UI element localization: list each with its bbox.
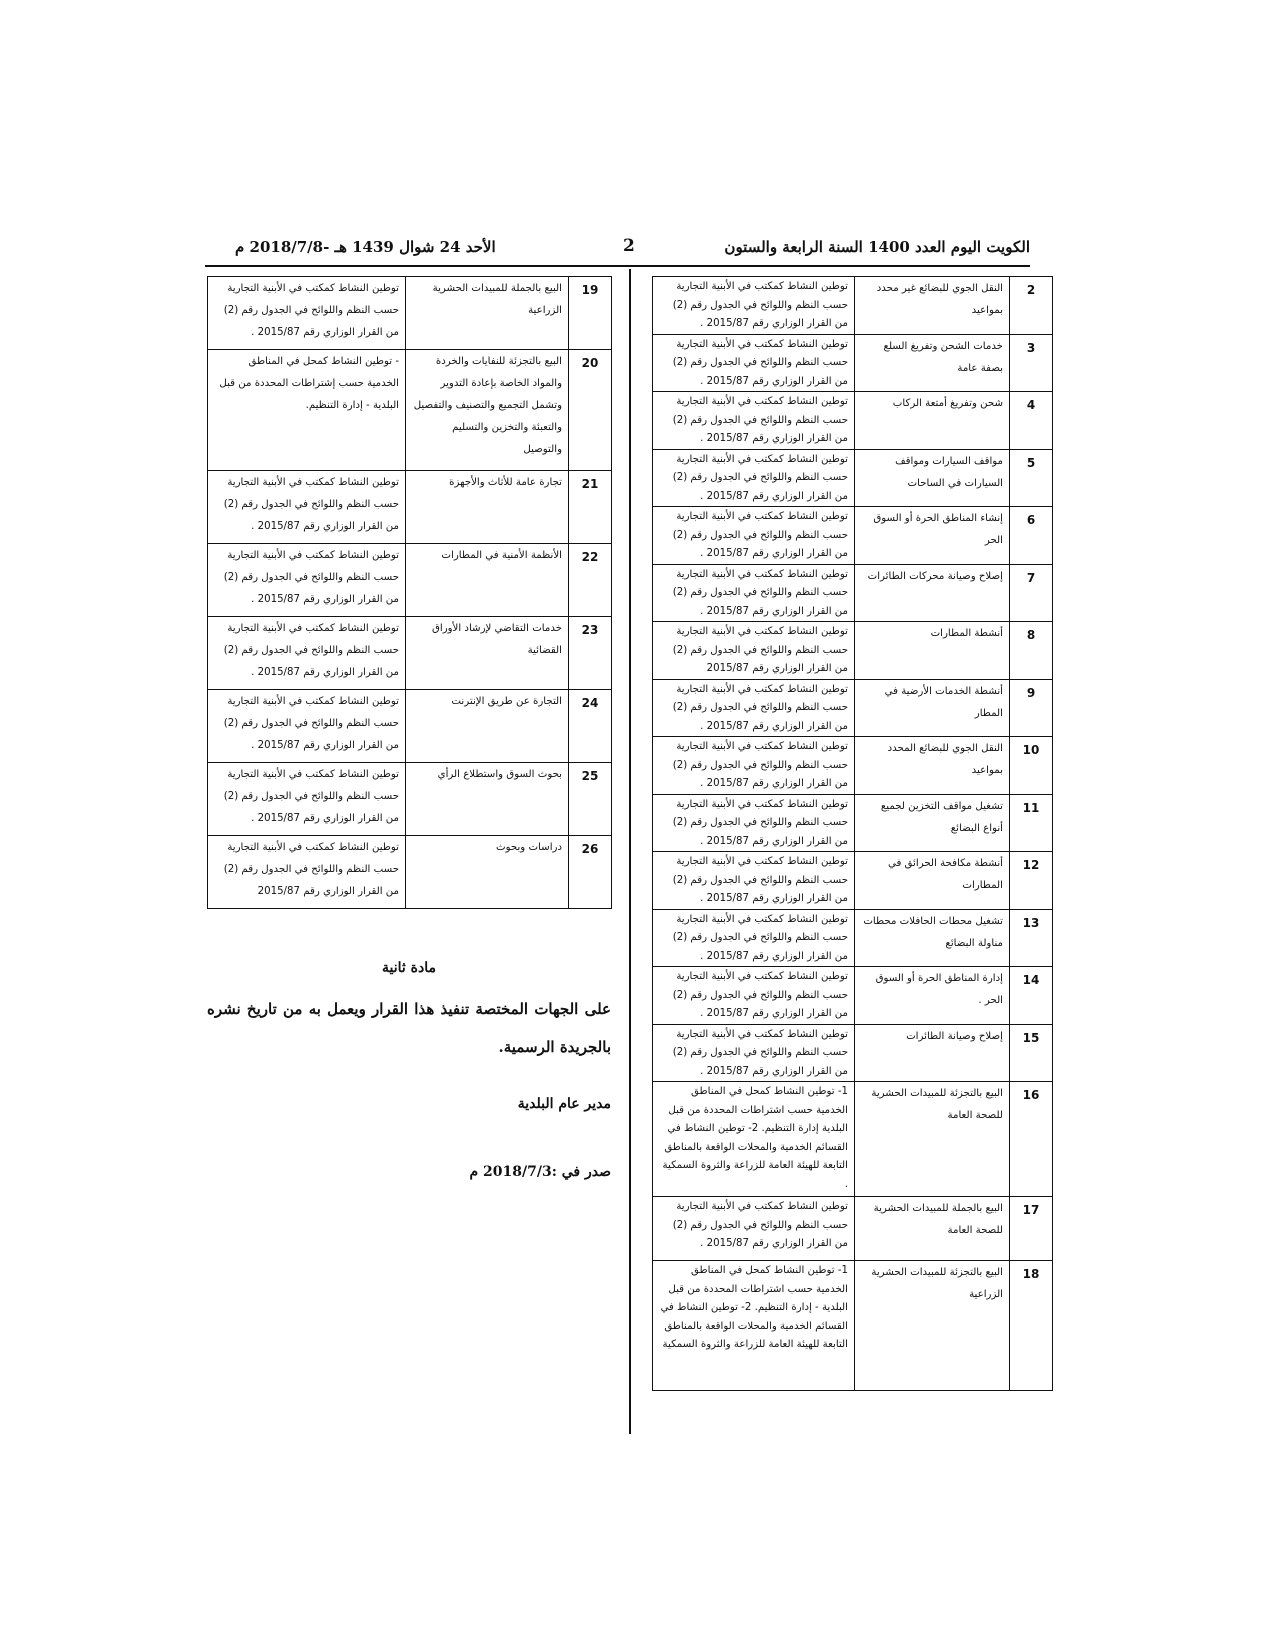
row-number: 20: [569, 350, 612, 471]
row-number: 24: [569, 690, 612, 763]
row-number: 6: [1010, 507, 1053, 565]
activity-cell: البيع بالجملة للمبيدات الحشرية الزراعية: [406, 277, 569, 350]
activity-cell: التجارة عن طريق الإنترنت: [406, 690, 569, 763]
activities-table-left: [207, 276, 612, 909]
activity-cell: تجارة عامة للأثاث والأجهزة: [406, 471, 569, 544]
activity-cell: تشغيل محطات الحافلات محطات مناولة البضائع: [855, 909, 1010, 967]
row-number: 8: [1010, 622, 1053, 680]
row-number: 18: [1010, 1261, 1053, 1391]
requirement-cell: توطين النشاط كمكتب في الأبنية التجارية حسب النظم واللوائح في الجدول رقم (2) من القرار الوزاري رقم 2015/87 .: [653, 1024, 855, 1082]
activity-cell: البيع بالجملة للمبيدات الحشرية للصحة العامة: [855, 1197, 1010, 1261]
activity-cell: شحن وتفريغ أمتعة الركاب: [855, 392, 1010, 450]
requirement-cell: توطين النشاط كمكتب في الأبنية التجارية حسب النظم واللوائح في الجدول رقم (2) من القرار الوزاري رقم 2015/87 .: [208, 471, 406, 544]
requirement-cell: توطين النشاط كمكتب في الأبنية التجارية حسب النظم واللوائح في الجدول رقم (2) من القرار الوزاري رقم 2015/87 .: [208, 763, 406, 836]
requirement-cell: توطين النشاط كمكتب في الأبنية التجارية حسب النظم واللوائح في الجدول رقم (2) من القرار الوزاري رقم 2015/87 .: [208, 617, 406, 690]
table-row: [653, 277, 1053, 335]
table-row: [208, 471, 612, 544]
requirement-cell: توطين النشاط كمكتب في الأبنية التجارية حسب النظم واللوائح في الجدول رقم (2) من القرار الوزاري رقم 2015/87 .: [653, 507, 855, 565]
table-row: [653, 1024, 1053, 1082]
requirement-cell: توطين النشاط كمكتب في الأبنية التجارية حسب النظم واللوائح في الجدول رقم (2) من القرار الوزاري رقم 2015/87 .: [653, 852, 855, 910]
requirement-cell: توطين النشاط كمكتب في الأبنية التجارية حسب النظم واللوائح في الجدول رقم (2) من القرار الوزاري رقم 2015/87 .: [653, 679, 855, 737]
requirement-cell: 1- توطين النشاط كمحل في المناطق الخدمية حسب اشتراطات المحددة من قبل البلدية - إدارة التنظيم. 2- توطين النشاط في القسائم الخدمية والمحلات الواقعة بالمناطق التابعة للهيئة العامة للزراعة والثروة السمكية: [653, 1261, 855, 1391]
row-number: 22: [569, 544, 612, 617]
table-row: [653, 967, 1053, 1025]
publication-title: الكويت اليوم العدد 1400 السنة الرابعة والستون: [724, 238, 1030, 256]
requirement-cell: توطين النشاط كمكتب في الأبنية التجارية حسب النظم واللوائح في الجدول رقم (2) من القرار الوزاري رقم 2015/87 .: [653, 392, 855, 450]
activity-cell: مواقف السيارات ومواقف السيارات في الساحات: [855, 449, 1010, 507]
table-row: [208, 690, 612, 763]
activity-cell: تشغيل مواقف التخزين لجميع أنواع البضائع: [855, 794, 1010, 852]
activity-cell: خدمات التقاضي لإرشاد الأوراق القضائية: [406, 617, 569, 690]
activity-cell: بحوث السوق واستطلاع الرأي: [406, 763, 569, 836]
activity-cell: إصلاح وصيانة الطائرات: [855, 1024, 1010, 1082]
activity-cell: الأنظمة الأمنية في المطارات: [406, 544, 569, 617]
row-number: 11: [1010, 794, 1053, 852]
row-number: 16: [1010, 1082, 1053, 1197]
requirement-cell: توطين النشاط كمكتب في الأبنية التجارية حسب النظم واللوائح في الجدول رقم (2) من القرار الوزاري رقم 2015/87 .: [653, 277, 855, 335]
row-number: 3: [1010, 334, 1053, 392]
activity-cell: إنشاء المناطق الحرة أو السوق الحر: [855, 507, 1010, 565]
table-row: [653, 622, 1053, 680]
row-number: 14: [1010, 967, 1053, 1025]
row-number: 12: [1010, 852, 1053, 910]
requirement-cell: توطين النشاط كمكتب في الأبنية التجارية حسب النظم واللوائح في الجدول رقم (2) من القرار الوزاري رقم 2015/87: [208, 836, 406, 909]
table-row: [653, 909, 1053, 967]
activity-cell: البيع بالتجزئة للمبيدات الحشرية الزراعية: [855, 1261, 1010, 1391]
table-row: [208, 763, 612, 836]
row-number: 4: [1010, 392, 1053, 450]
table-row: [208, 836, 612, 909]
table-row: [653, 334, 1053, 392]
article-body: على الجهات المختصة تنفيذ هذا القرار ويعمل به من تاريخ نشره بالجريدة الرسمية.: [207, 1000, 611, 1056]
row-number: 2: [1010, 277, 1053, 335]
table-row: [653, 737, 1053, 795]
requirement-cell: - توطين النشاط كمحل في المناطق الخدمية حسب إشتراطات المحددة من قبل البلدية - إدارة التنظيم.: [208, 350, 406, 471]
row-number: 7: [1010, 564, 1053, 622]
activity-cell: خدمات الشحن وتفريغ السلع بصفة عامة: [855, 334, 1010, 392]
signature: مدير عام البلدية: [517, 1096, 611, 1112]
row-number: 10: [1010, 737, 1053, 795]
table-row: [653, 507, 1053, 565]
activity-cell: دراسات وبحوث: [406, 836, 569, 909]
requirement-cell: توطين النشاط كمكتب في الأبنية التجارية حسب النظم واللوائح في الجدول رقم (2) من القرار الوزاري رقم 2015/87: [653, 622, 855, 680]
activity-cell: النقل الجوي للبضائع المحدد بمواعيد: [855, 737, 1010, 795]
page-number: 2: [623, 236, 635, 256]
activity-cell: أنشطة المطارات: [855, 622, 1010, 680]
activity-cell: البيع بالتجزئة للنفايات والخردة والمواد الخاصة بإعادة التدوير وتشمل التجميع والتصنيف والتفصيل والتعبئة والتخزين والتسليم والتوصيل: [406, 350, 569, 471]
row-number: 9: [1010, 679, 1053, 737]
issue-date: الأحد 24 شوال 1439 هـ -2018/7/8 م: [235, 238, 496, 256]
table-row: [208, 617, 612, 690]
activity-cell: النقل الجوي للبضائع غير محدد بمواعيد: [855, 277, 1010, 335]
requirement-cell: توطين النشاط كمكتب في الأبنية التجارية حسب النظم واللوائح في الجدول رقم (2) من القرار الوزاري رقم 2015/87 .: [653, 909, 855, 967]
requirement-cell: توطين النشاط كمكتب في الأبنية التجارية حسب النظم واللوائح في الجدول رقم (2) من القرار الوزاري رقم 2015/87 .: [653, 564, 855, 622]
row-number: 21: [569, 471, 612, 544]
table-row: [653, 852, 1053, 910]
column-divider: [629, 269, 631, 1434]
table-row: [208, 277, 612, 350]
row-number: 15: [1010, 1024, 1053, 1082]
header-rule: [205, 265, 1030, 267]
row-number: 23: [569, 617, 612, 690]
activity-cell: البيع بالتجزئة للمبيدات الحشرية للصحة العامة: [855, 1082, 1010, 1197]
requirement-cell: توطين النشاط كمكتب في الأبنية التجارية حسب النظم واللوائح في الجدول رقم (2) من القرار الوزاري رقم 2015/87 .: [653, 334, 855, 392]
table-row: [653, 564, 1053, 622]
table-row: [653, 794, 1053, 852]
requirement-cell: توطين النشاط كمكتب في الأبنية التجارية حسب النظم واللوائح في الجدول رقم (2) من القرار الوزاري رقم 2015/87 .: [653, 737, 855, 795]
activity-cell: إدارة المناطق الحرة أو السوق الحر .: [855, 967, 1010, 1025]
row-number: 26: [569, 836, 612, 909]
issue-date-line: صدر في :2018/7/3 م: [469, 1164, 611, 1180]
table-row: [208, 544, 612, 617]
table-row: [653, 1261, 1053, 1391]
requirement-cell: 1- توطين النشاط كمحل في المناطق الخدمية حسب اشتراطات المحددة من قبل البلدية إدارة التنظيم. 2- توطين النشاط في القسائم الخدمية والمحلات الواقعة بالمناطق التابعة للهيئة العامة للزراعة والثروة السمكية .: [653, 1082, 855, 1197]
requirement-cell: توطين النشاط كمكتب في الأبنية التجارية حسب النظم واللوائح في الجدول رقم (2) من القرار الوزاري رقم 2015/87 .: [208, 544, 406, 617]
activity-cell: أنشطة الخدمات الأرضية في المطار: [855, 679, 1010, 737]
activity-cell: أنشطة مكافحة الحرائق في المطارات: [855, 852, 1010, 910]
table-row: [653, 449, 1053, 507]
activity-cell: إصلاح وصيانة محركات الطائرات: [855, 564, 1010, 622]
article-title: مادة ثانية: [382, 960, 436, 976]
requirement-cell: توطين النشاط كمكتب في الأبنية التجارية حسب النظم واللوائح في الجدول رقم (2) من القرار الوزاري رقم 2015/87 .: [208, 690, 406, 763]
requirement-cell: توطين النشاط كمكتب في الأبنية التجارية حسب النظم واللوائح في الجدول رقم (2) من القرار الوزاري رقم 2015/87 .: [653, 449, 855, 507]
requirement-cell: توطين النشاط كمكتب في الأبنية التجارية حسب النظم واللوائح في الجدول رقم (2) من القرار الوزاري رقم 2015/87 .: [653, 967, 855, 1025]
table-row: [653, 1197, 1053, 1261]
table-row: [653, 1082, 1053, 1197]
table-row: [653, 679, 1053, 737]
row-number: 13: [1010, 909, 1053, 967]
activities-table-right: [652, 276, 1053, 1391]
row-number: 17: [1010, 1197, 1053, 1261]
table-row: [208, 350, 612, 471]
row-number: 19: [569, 277, 612, 350]
table-row: [653, 392, 1053, 450]
requirement-cell: توطين النشاط كمكتب في الأبنية التجارية حسب النظم واللوائح في الجدول رقم (2) من القرار الوزاري رقم 2015/87 .: [653, 1197, 855, 1261]
requirement-cell: توطين النشاط كمكتب في الأبنية التجارية حسب النظم واللوائح في الجدول رقم (2) من القرار الوزاري رقم 2015/87 .: [653, 794, 855, 852]
row-number: 5: [1010, 449, 1053, 507]
page-header: [205, 234, 1030, 264]
requirement-cell: توطين النشاط كمكتب في الأبنية التجارية حسب النظم واللوائح في الجدول رقم (2) من القرار الوزاري رقم 2015/87 .: [208, 277, 406, 350]
row-number: 25: [569, 763, 612, 836]
